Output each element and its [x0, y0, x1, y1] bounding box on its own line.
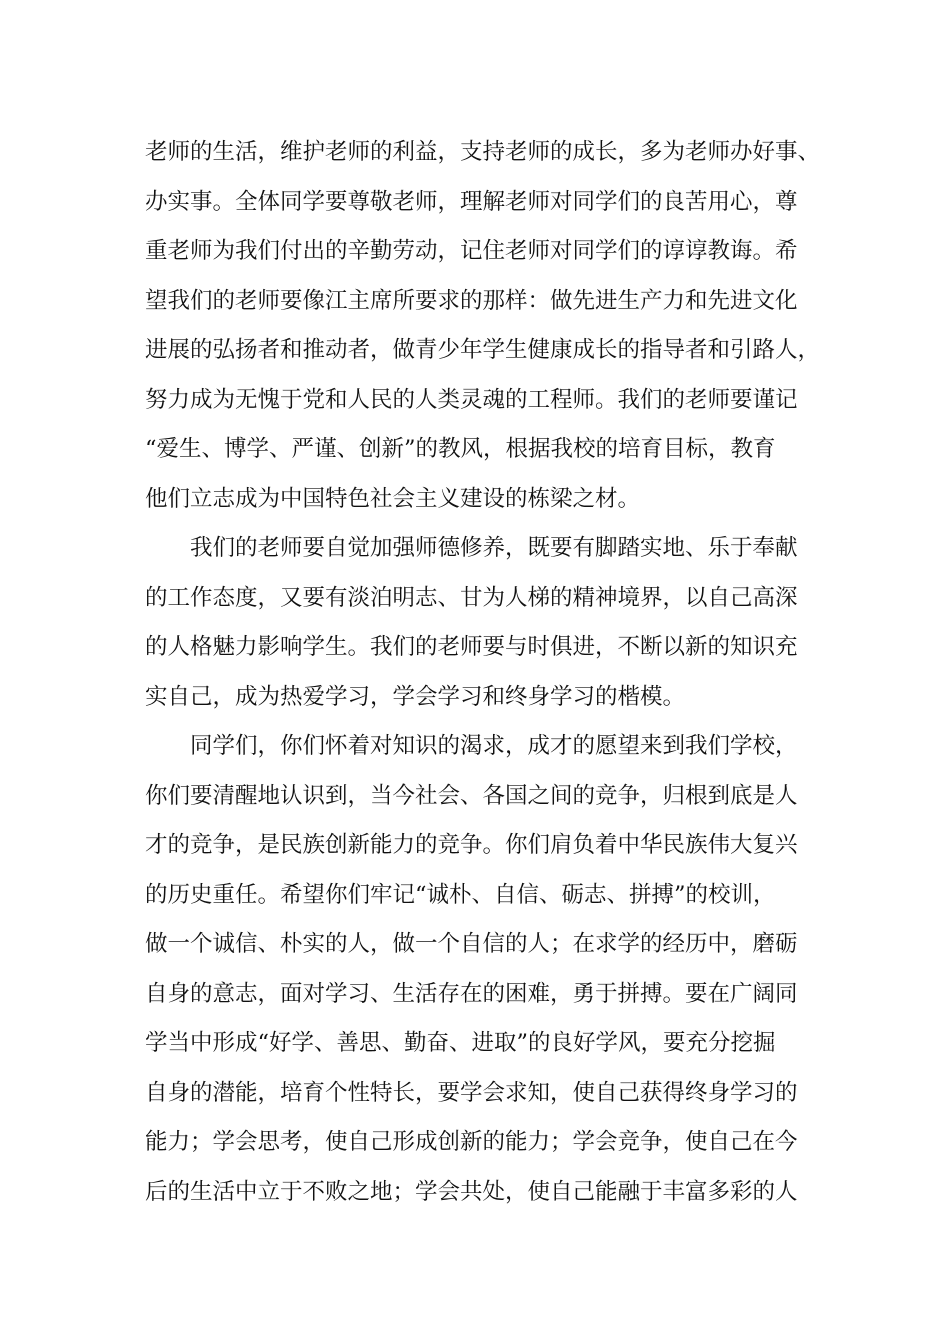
text-line: 自身的潜能，培育个性特长，要学会求知，使自己获得终身学习的: [145, 1079, 798, 1106]
text-line: “爱生、博学、严谨、创新”的教风，根据我校的培育目标，教育: [145, 436, 776, 462]
document-body: [145, 128, 845, 1217]
text-line: 老师的生活，维护老师的利益，支持老师的成长，多为老师办好事、: [145, 139, 821, 165]
paragraph-first-line: 我们的老师要自觉加强师德修养，既要有脚踏实地、乐于奉献: [190, 535, 798, 561]
text-line: 的工作态度，又要有淡泊明志、甘为人梯的精神境界，以自己高深: [145, 584, 798, 611]
text-line: 学当中形成“好学、善思、勤奋、进取”的良好学风，要充分挖掘: [145, 1030, 776, 1056]
text-line: 你们要清醒地认识到，当今社会、各国之间的竞争，归根到底是人: [145, 782, 798, 809]
text-line: 办实事。全体同学要尊敬老师，理解老师对同学们的良苦用心，尊: [145, 188, 798, 215]
text-line: 才的竞争，是民族创新能力的竞争。你们肩负着中华民族伟大复兴: [145, 832, 798, 858]
text-line: 的历史重任。希望你们牢记“诚朴、自信、砺志、拼搏”的校训，: [145, 881, 776, 908]
text-line: 实自己，成为热爱学习，学会学习和终身学习的楷模。: [145, 683, 686, 710]
text-line: 做一个诚信、朴实的人，做一个自信的人；在求学的经历中，磨砺: [145, 931, 798, 957]
text-line: 自身的意志，面对学习、生活存在的困难，勇于拼搏。要在广阔同: [145, 980, 798, 1007]
text-line: 他们立志成为中国特色社会主义建设的栋梁之材。: [145, 485, 641, 512]
text-line: 努力成为无愧于党和人民的人类灵魂的工程师。我们的老师要谨记: [145, 386, 798, 413]
text-line: 能力；学会思考，使自己形成创新的能力；学会竞争，使自己在今: [145, 1129, 798, 1155]
text-line: 后的生活中立于不败之地；学会共处，使自己能融于丰富多彩的人: [145, 1178, 798, 1205]
text-line: 重老师为我们付出的辛勤劳动，记住老师对同学们的谆谆教诲。希: [145, 238, 798, 264]
text-line: 的人格魅力影响学生。我们的老师要与时俱进，不断以新的知识充: [145, 634, 798, 660]
text-line: 进展的弘扬者和推动者，做青少年学生健康成长的指导者和引路人，: [145, 337, 821, 363]
paragraph-first-line: 同学们，你们怀着对知识的渴求，成才的愿望来到我们学校，: [190, 733, 798, 759]
text-line: 望我们的老师要像江主席所要求的那样：做先进生产力和先进文化: [145, 287, 798, 314]
